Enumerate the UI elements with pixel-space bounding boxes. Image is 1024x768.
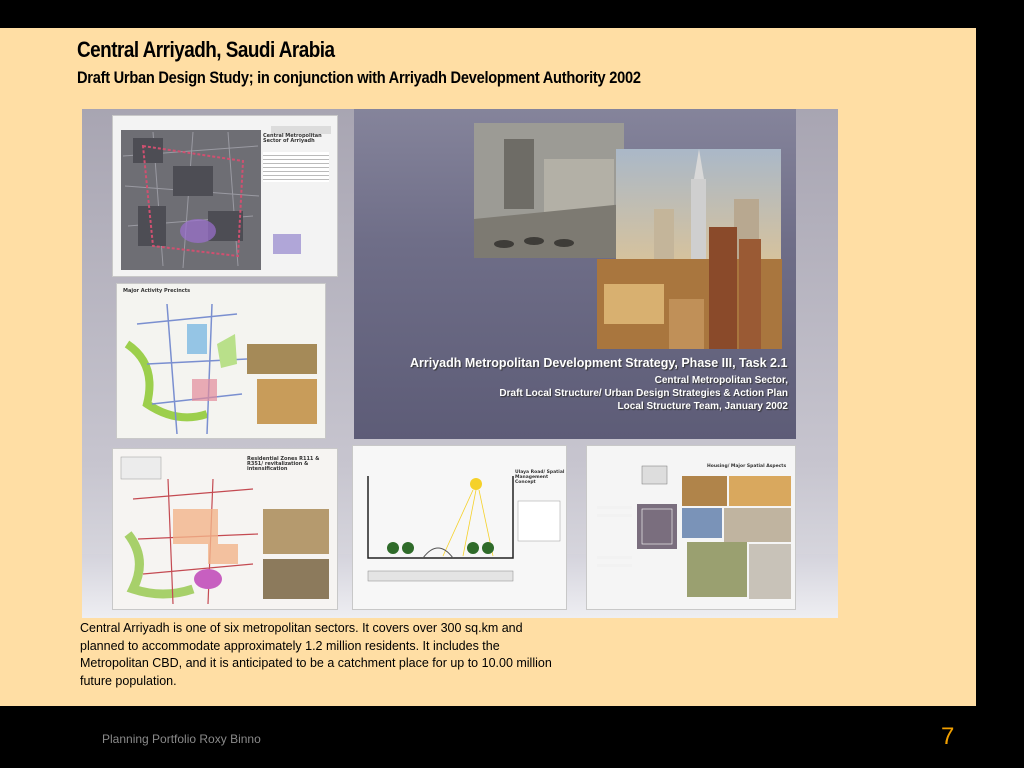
report-cover (354, 109, 796, 439)
slide-subtitle: Draft Urban Design Study; in conjunction with Arriyadh Development Authority 2002 (77, 68, 641, 87)
panel-housing (586, 445, 796, 610)
panel5-title: Housing/ Major Spatial Aspects (707, 464, 787, 469)
panel1-text-lines (263, 152, 329, 182)
cover-photo-collage (354, 109, 796, 349)
precincts-map-graphic (117, 284, 326, 439)
report-collage-image (82, 109, 838, 618)
cover-line-2: Draft Local Structure/ Urban Design Strategies & Action Plan (499, 388, 788, 399)
panel2-title: Major Activity Precincts (123, 288, 191, 294)
residential-map-graphic (113, 449, 338, 610)
panel-ulaya-road (352, 445, 567, 610)
slide (0, 28, 976, 706)
panel1-title: Central Metropolitan Sector of Arriyadh (263, 133, 322, 144)
panel3-title: Residential Zones R111 & R351/ revitalization & intensification (247, 456, 320, 472)
cover-main-title: Arriyadh Metropolitan Development Strategy, Phase III, Task 2.1 (410, 356, 788, 370)
panel-sector-map (112, 115, 338, 277)
slide-title: Central Arriyadh, Saudi Arabia (77, 37, 335, 62)
cover-line-1: Central Metropolitan Sector, (654, 375, 788, 386)
footer-text: Planning Portfolio Roxy Binno (102, 732, 261, 746)
housing-diagram (587, 446, 796, 610)
page-number: 7 (941, 723, 955, 750)
slide-caption: Central Arriyadh is one of six metropolitan sectors. It covers over 300 sq.km and planned to accommodate approximately 1.2 million residents. It includes the Metropolitan CBD, and it is anticipated to be a catchment place for up to 10.00 million future population. (80, 621, 552, 688)
panel-residential-zones (112, 448, 338, 610)
cover-line-3: Local Structure Team, January 2002 (617, 401, 788, 412)
panel4-title: Ulaya Road/ Spatial Management Concept (515, 470, 565, 485)
panel-activity-precincts (116, 283, 326, 439)
